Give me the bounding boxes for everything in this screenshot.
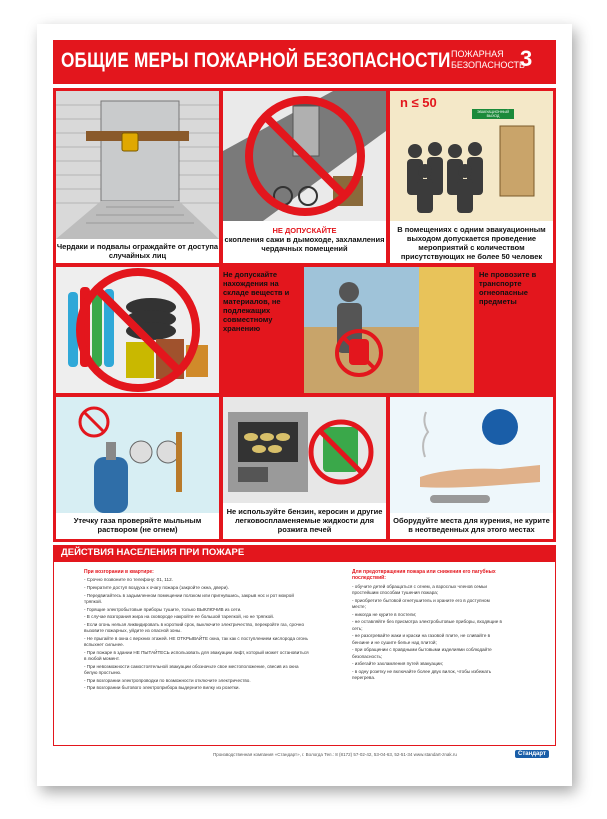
panel-gas-leak [56,397,219,513]
panel-evacuation [390,91,553,221]
poster-sheet [37,24,572,786]
storage-illustration [56,267,219,393]
attic-door-illustration [56,91,219,239]
evacuation-illustration [390,91,553,221]
subtitle-line1: ПОЖАРНАЯ [451,49,504,59]
caption-chimney [223,221,386,263]
left-item: - В случае возгорания жира на сковороде накройте ее большой тарелкой, но не тряпкой. [84,614,275,620]
right-item: - никогда не курите в постели; [352,611,417,617]
right-item: - не разогревайте жаки и краски на газовой плите, не сливайте в бензине и не сушите белье над плитой; [352,633,491,645]
actions-section-title: ДЕЙСТВИЯ НАСЕЛЕНИЯ ПРИ ПОЖАРЕ [53,545,556,561]
caption-chimney-text: скопления сажи в дымоходе, захламления чердачных помещений [224,235,385,253]
caption-attic: Чердаки и подвалы ограждайте от доступа случайных лиц [56,239,219,263]
occupancy-badge: n ≤ 50 [400,95,437,110]
smoking-illustration [390,397,553,513]
right-item: - обучите детей обращаться с огнем, а взрослых членов семьи простейшим способам тушения пожара; [352,583,487,596]
right-item: - при обращении с правдными бытовыми изделиями соблюдайте безопасность; [352,647,492,659]
actions-text-box [53,561,556,746]
caption-chimney-warning: НЕ ДОПУСКАЙТЕ [272,226,337,235]
left-item: - Не прыгайте в окна с верхних этажей. НЕ ОТКРЫВАЙТЕ окна, так как с поступлением кислорода огонь вспыхнет сильнее. [84,635,308,648]
left-column-heading: При возгорании в квартире: [84,569,154,575]
right-item: - избегайте захламления путей эвакуации; [352,661,444,667]
subtitle-line2: БЕЗОПАСНОСТЬ [451,60,525,70]
left-item: - При пожаре в здании НЕ ПЫТАЙТЕСЬ использовать для эвакуации лифт, который может остановиться в любой момент. [84,649,309,662]
caption-stove: Не используйте бензин, керосин и другие легковоспламеняемые жидкости для розжига печей [223,503,386,539]
left-item: - Если огонь нельзя ликвидировать в короткий срок, выключите электричество, перекройте газ, срочно вызовите пожарных, уйдите из опасной зоны. [84,621,305,634]
stove-illustration [223,397,386,503]
panel-transport [304,267,474,393]
caption-evacuation: В помещениях с одним эвакуационным выходом допускается проведение мероприятий с количеством присутствующих не более 50 человек [390,221,553,263]
caption-smoking: Оборудуйте места для курения, не курите в неотведенных для этого местах [390,513,553,539]
left-item: - При возгорании электропроводки по возможности отключите электричество. [84,677,251,683]
poster-footer [53,750,556,762]
left-column [84,569,309,693]
chimney-illustration [223,91,386,221]
right-item: - не оставляйте без присмотра электробытовые приборы, входящие в сеть; [352,619,503,631]
panel-chimney [223,91,386,221]
poster-header [53,40,556,84]
right-item: - в одну розетку не включайте более двух вилок, чтобы избежать перегрева. [352,669,492,681]
panel-smoking [390,397,553,513]
poster-number: 3 [520,46,533,71]
left-item: - Передвигайтесь в задымленном помещении ползком или пригнувшись, закрыв нос и рот мокрой тряпкой. [84,592,294,604]
left-item: - Срочно позвоните по телефону: 01, 112. [84,577,173,583]
left-column-items [84,577,309,691]
left-item: - При невозможности самостоятельной эвакуации обозначьте свое местоположение, свесив из окна белую простыню. [84,663,299,676]
panel-stove [223,397,386,503]
left-item: - При возгорании бытового электроприбора выдерните вилку из розетки. [84,685,240,691]
left-item: - Прекратите доступ воздуха к очагу пожара (закройте окна, двери). [84,585,229,590]
left-item: - Горящие электробытовые приборы тушите, только ВЫКЛЮЧИВ из сети. [84,606,242,612]
right-item: - приобретите бытовой огнетушитель и храните его в доступном месте; [352,597,490,610]
brand-logo: Стандарт [515,750,549,758]
poster-inner [53,40,556,770]
gas-leak-illustration [56,397,219,513]
caption-gas-leak: Утечку газа проверяйте мыльным раствором (не огнем) [56,513,219,539]
right-column [352,569,502,683]
right-column-heading: Для предотвращения пожара или снижения его пагубных последствий: [352,569,496,582]
text-transport: Не провозите в транспорте огнеопасные предметы [479,270,537,306]
panel-storage [56,267,219,393]
footer-text: Производственная компания «Стандарт», г. Вологда Тел.: 8 (8172) 57-02-42, 53-04-63, 52-51-34 www.standart-znak.ru [213,752,457,757]
right-column-items [352,584,502,682]
transport-illustration [304,267,474,393]
illustration-grid [53,88,556,542]
panel-attic [56,91,219,239]
poster-subtitle [451,49,525,71]
exit-sign: ЭВАКУАЦИОННЫЙ ВЫХОД [477,110,509,118]
poster-title: ОБЩИЕ МЕРЫ ПОЖАРНОЙ БЕЗОПАСНОСТИ [61,49,451,72]
text-storage: Не допускайте нахождения на складе веществ и материалов, не подлежащих совместному хранению [223,270,290,333]
